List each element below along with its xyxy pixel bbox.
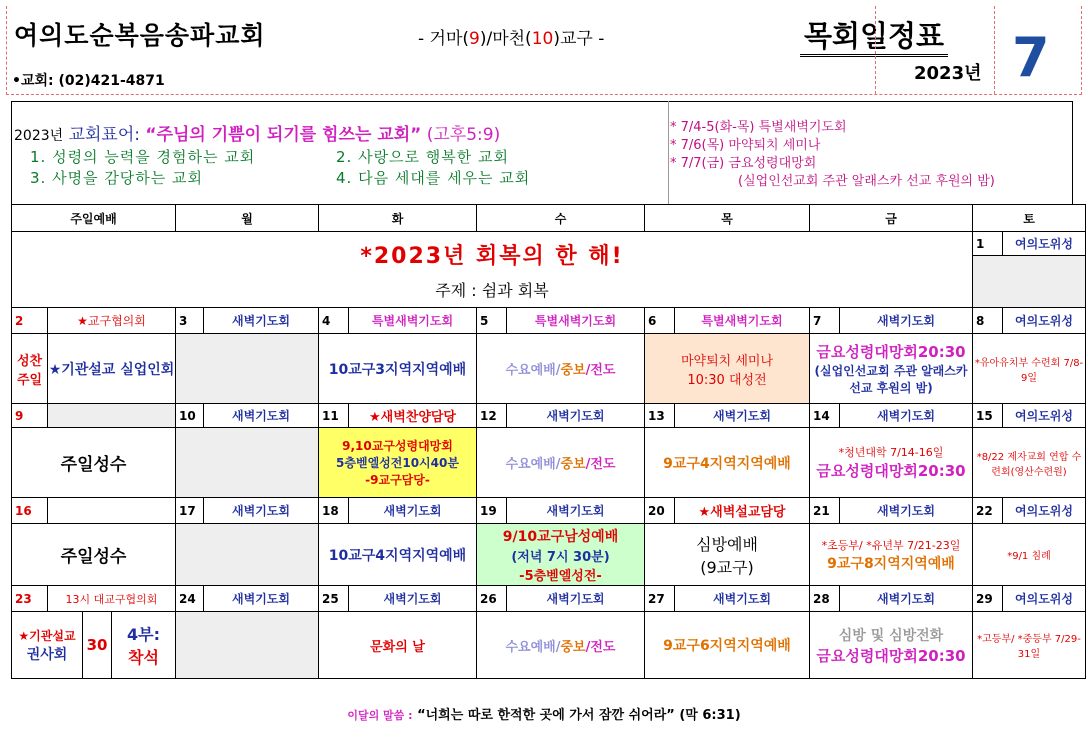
day-cell	[12, 524, 176, 586]
event-label: 새벽기도회	[349, 586, 477, 612]
day-cell-empty	[176, 612, 319, 679]
day-number: 28	[810, 586, 840, 612]
day-cell	[973, 612, 1086, 679]
wed-service-mid: 중보	[560, 457, 586, 472]
wed-service-suffix: /전도	[585, 363, 616, 378]
event-text: 9/10교구남성예배	[502, 528, 619, 545]
day-cell-empty	[176, 524, 319, 586]
event-text: 금요성령대망회20:30	[816, 646, 966, 665]
event-label: 여의도위성	[1003, 308, 1086, 334]
week-3-num-row	[12, 498, 1086, 524]
schedule-month: 7	[1012, 26, 1050, 89]
event-text: ★기관설교 실업인회	[48, 361, 175, 378]
event-text: *8/22 제자교회 연합 수련회(영산수련원)	[976, 451, 1082, 478]
day-number: 29	[973, 586, 1003, 612]
day-number: 15	[973, 404, 1003, 428]
event-label: ★교구협의회	[48, 308, 176, 334]
event-text: 9교구4지역지역예배	[663, 455, 791, 472]
event-label: 여의도위성	[1003, 404, 1086, 428]
motto-text: “주님의 기쁨이 되기를 힘쓰는 교회”	[145, 125, 422, 145]
event-text: *초등부/ *유년부 7/21-23일	[821, 538, 961, 552]
weekday-header: 화	[319, 205, 477, 232]
day-cell	[973, 334, 1086, 404]
church-name: 여의도순복음송파교회	[14, 21, 266, 50]
day-cell	[319, 334, 477, 404]
event-text: 9교구8지역지역예배	[827, 555, 955, 572]
wed-service-suffix: /전도	[585, 457, 616, 472]
day-number: 6	[645, 308, 675, 334]
note-3: * 7/7(금) 금요성령대망회	[670, 156, 817, 171]
day-number: 25	[319, 586, 349, 612]
split-cell	[83, 612, 112, 678]
goal-2: 2. 사랑으로 행복한 교회	[336, 148, 510, 166]
weekday-header: 주일예배	[12, 205, 176, 232]
day-number: 20	[645, 498, 675, 524]
event-label: 특별새벽기도회	[507, 308, 645, 334]
schedule-year: 2023년	[914, 63, 982, 84]
event-text: *청년대학 7/14-16일	[838, 446, 944, 459]
event-label: 새벽기도회	[840, 498, 973, 524]
event-label: 새벽기도회	[507, 586, 645, 612]
goal-3: 3. 사명을 감당하는 교회	[30, 169, 204, 187]
division-suffix: )교구 -	[553, 29, 605, 49]
day-cell	[477, 612, 645, 679]
sunday-split	[12, 612, 175, 678]
week-1-num-row	[12, 308, 1086, 334]
day-cell	[810, 612, 973, 679]
event-text: *고등부/ *중등부 7/29-31일	[977, 634, 1081, 660]
event-text: (저녁 7시 30분)	[511, 549, 610, 565]
event-label: ★새벽설교담당	[675, 498, 810, 524]
division-n2: 10	[531, 29, 554, 49]
split-cell	[12, 612, 83, 678]
day-cell	[477, 334, 645, 404]
event-label-empty	[48, 498, 176, 524]
event-label: 새벽기도회	[349, 498, 477, 524]
event-text: 성찬주일	[16, 353, 43, 388]
event-label: 새벽기도회	[507, 498, 645, 524]
event-text: 착석	[128, 648, 159, 667]
event-text: 9,10교구성령대망회	[342, 439, 453, 453]
wed-service-suffix: /전도	[585, 639, 616, 655]
note-4: (실업인선교회 주관 알래스카 선교 후원의 밤)	[738, 174, 995, 189]
header-guide-divider	[875, 6, 876, 94]
event-text: 4부:	[127, 625, 160, 644]
day-number: 16	[12, 498, 48, 524]
day-number: 10	[176, 404, 204, 428]
day-cell	[319, 524, 477, 586]
weekday-header: 토	[973, 205, 1086, 232]
weekday-header-row	[12, 205, 1086, 232]
day-number: 4	[319, 308, 349, 334]
weekday-header: 수	[477, 205, 645, 232]
day-cell	[48, 334, 176, 404]
event-text: 10교구4지역지역예배	[328, 547, 467, 564]
event-text: 권사회	[26, 646, 68, 663]
day-number: 5	[477, 308, 507, 334]
event-text: 심방예배	[696, 534, 758, 554]
event-text: 마약퇴치 세미나	[680, 353, 774, 369]
week-2-body-row	[12, 428, 1086, 498]
church-motto	[14, 120, 500, 145]
header-guide-divider-2	[994, 6, 995, 94]
day-number: 17	[176, 498, 204, 524]
motto-ref: (고후5:9)	[426, 125, 501, 145]
goal-4: 4. 다음 세대를 세우는 교회	[336, 169, 531, 187]
day-number: 26	[477, 586, 507, 612]
week-1-body-row	[12, 334, 1086, 404]
split-cell	[112, 612, 176, 678]
day-number: 13	[645, 404, 675, 428]
event-label: 새벽기도회	[840, 586, 973, 612]
event-text: 5층벧엘성전10시40분	[336, 456, 459, 470]
event-text: 심방 및 심방전화	[838, 627, 944, 644]
division-mid: )/마천(	[479, 29, 532, 49]
day-cell	[12, 334, 48, 404]
day-number: 30	[86, 636, 108, 654]
day-cell	[810, 428, 973, 498]
note-1: * 7/4-5(화-목) 특별새벽기도회	[670, 120, 847, 135]
day-cell	[12, 612, 176, 679]
day-number: 22	[973, 498, 1003, 524]
day-cell	[973, 524, 1086, 586]
note-2: * 7/6(목) 마약퇴치 세미나	[670, 138, 821, 153]
event-label-empty	[48, 404, 176, 428]
day-cell-empty	[176, 428, 319, 498]
day-cell	[319, 612, 477, 679]
day-number: 9	[12, 404, 48, 428]
event-label: 13시 대교구협의회	[48, 586, 176, 612]
event-text: ★기관설교	[18, 628, 76, 643]
wed-service-prefix: 수요예배/	[505, 457, 561, 472]
schedule-title: 목회일정표	[800, 14, 948, 57]
intro-divider	[668, 101, 669, 204]
event-text: *9/1 침례	[1007, 551, 1051, 562]
event-label: 특별새벽기도회	[675, 308, 810, 334]
event-text: 금요성령대망회20:30	[816, 343, 966, 361]
day-cell	[973, 428, 1086, 498]
motto-year: 2023년	[14, 128, 64, 144]
calendar-table	[11, 204, 1086, 679]
day-cell	[12, 428, 176, 498]
year-banner	[12, 232, 973, 308]
monthly-verse	[0, 704, 1088, 723]
event-text: -5층벧엘성전-	[519, 568, 602, 584]
day-number: 21	[810, 498, 840, 524]
weekday-header: 금	[810, 205, 973, 232]
event-label: 새벽기도회	[204, 586, 319, 612]
event-text: 주일성수	[60, 547, 127, 567]
event-text: 주일성수	[60, 455, 127, 475]
event-label: 특별새벽기도회	[349, 308, 477, 334]
day-cell	[645, 428, 810, 498]
event-label: 새벽기도회	[840, 404, 973, 428]
weekday-header: 목	[645, 205, 810, 232]
event-text: *유아유치부 수련회 7/8-9일	[974, 357, 1084, 384]
day-cell	[645, 612, 810, 679]
day-number: 14	[810, 404, 840, 428]
event-label: 여의도위성	[1003, 232, 1086, 256]
verse-label: 이달의 말씀 :	[347, 709, 413, 722]
week-0-num-row	[12, 232, 1086, 256]
event-text: 10:30 대성전	[687, 372, 767, 388]
event-text: 문화의 날	[370, 639, 425, 655]
division-prefix: - 거마(	[418, 29, 470, 49]
event-label: 새벽기도회	[507, 404, 645, 428]
day-number: 3	[176, 308, 204, 334]
banner-theme: 주제 : 쉼과 회복	[435, 280, 549, 300]
week-3-body-row	[12, 524, 1086, 586]
week-4-num-row	[12, 586, 1086, 612]
weekday-header: 월	[176, 205, 319, 232]
banner-title: *2023년 회복의 한 해!	[360, 243, 624, 269]
event-label: ★새벽찬양담당	[349, 404, 477, 428]
goal-1: 1. 성령의 능력을 경험하는 교회	[30, 148, 256, 166]
event-text: -9교구담당-	[365, 473, 430, 487]
day-number: 12	[477, 404, 507, 428]
day-number: 7	[810, 308, 840, 334]
week-2-num-row	[12, 404, 1086, 428]
day-number: 8	[973, 308, 1003, 334]
wed-service-prefix: 수요예배/	[505, 363, 561, 378]
event-label: 여의도위성	[1003, 586, 1086, 612]
day-cell	[645, 334, 810, 404]
event-text: 10교구3지역지역예배	[328, 361, 467, 378]
motto-label: 교회표어:	[68, 125, 140, 145]
event-label: 새벽기도회	[675, 586, 810, 612]
event-text: 9교구6지역지역예배	[663, 638, 791, 654]
wed-service-prefix: 수요예배/	[505, 639, 561, 655]
day-cell	[810, 524, 973, 586]
day-number: 1	[973, 232, 1003, 256]
day-number: 27	[645, 586, 675, 612]
day-cell	[645, 524, 810, 586]
wed-service-mid: 중보	[560, 639, 586, 655]
day-cell-empty	[973, 256, 1086, 308]
event-label: 새벽기도회	[840, 308, 973, 334]
event-text: 금요성령대망회20:30	[816, 462, 966, 480]
event-label: 여의도위성	[1003, 498, 1086, 524]
day-number: 18	[319, 498, 349, 524]
day-number: 11	[319, 404, 349, 428]
day-cell	[477, 428, 645, 498]
division-n1: 9	[469, 29, 480, 49]
event-label: 새벽기도회	[204, 498, 319, 524]
day-cell-empty	[176, 334, 319, 404]
event-label: 새벽기도회	[204, 308, 319, 334]
day-cell	[319, 428, 477, 498]
day-cell	[477, 524, 645, 586]
event-text: (실업인선교회 주관 알래스카 선교 후원의 밤)	[814, 364, 968, 395]
header-guide	[6, 6, 1082, 95]
event-label: 새벽기도회	[675, 404, 810, 428]
day-number: 2	[12, 308, 48, 334]
event-label: 새벽기도회	[204, 404, 319, 428]
day-cell	[810, 334, 973, 404]
week-4-body-row	[12, 612, 1086, 679]
event-text: (9교구)	[700, 557, 754, 577]
wed-service-mid: 중보	[560, 363, 586, 378]
day-number: 19	[477, 498, 507, 524]
church-phone: •교회: (02)421-4871	[12, 73, 165, 89]
day-number: 23	[12, 586, 48, 612]
verse-text: “너희는 따로 한적한 곳에 가서 잠깐 쉬어라” (막 6:31)	[417, 708, 741, 723]
day-number: 24	[176, 586, 204, 612]
